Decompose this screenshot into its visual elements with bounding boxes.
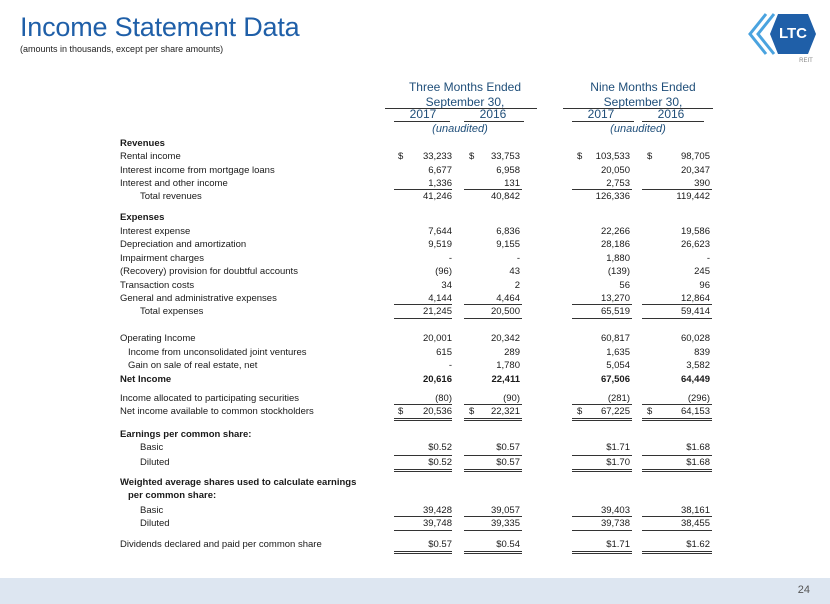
row-label: Gain on sale of real estate, net [128,360,258,371]
dollar-sign: $ [577,151,583,162]
row-label: Transaction costs [120,280,195,291]
underline [642,189,712,190]
double-underline [572,551,632,554]
cell-value: 1,780 [496,360,520,371]
cell-value: 1,880 [606,253,630,264]
underline [572,189,632,190]
table-row [0,137,830,150]
cell-value: 96 [699,280,710,291]
row-label: Income allocated to participating securities [120,393,300,404]
underline [394,304,452,305]
underline [572,304,632,305]
year-col-1: 2017 [409,107,437,121]
double-underline [642,551,712,554]
underline [464,516,522,517]
year-col-3: 2017 [587,107,615,121]
cell-value: 4,144 [428,293,452,304]
cell-value: 103,533 [595,151,630,162]
cell-value: 2 [514,280,520,291]
table-row [0,252,830,265]
underline [394,455,452,456]
double-underline [642,469,712,472]
table-row [0,405,830,418]
cell-value: 64,449 [680,374,710,385]
cell-value: 39,403 [600,505,630,516]
cell-value: 20,500 [490,306,520,317]
cell-value: 22,411 [491,374,520,385]
table-row [0,456,830,469]
underline [464,318,522,319]
underline [572,516,632,517]
cell-value: 615 [436,347,452,358]
year-rule-1 [394,121,450,122]
cell-value: 245 [694,266,710,277]
cell-value: $0.52 [428,442,452,453]
dollar-sign: $ [577,406,583,417]
table-row [0,305,830,318]
double-underline [572,469,632,472]
three-months-header-line2: September 30, [425,95,505,109]
underline [394,318,452,319]
underline [572,530,632,531]
table-row [0,373,830,386]
table-row [0,489,830,502]
row-label: Rental income [120,151,181,162]
cell-value: 6,958 [496,165,520,176]
underline [642,318,712,319]
double-underline [394,469,452,472]
double-underline [394,551,452,554]
cell-value: 67,506 [600,374,630,385]
cell-value: 41,246 [422,191,452,202]
cell-value: 19,586 [680,226,710,237]
cell-value: (90) [503,393,520,404]
cell-value: 33,753 [490,151,520,162]
dollar-sign: $ [647,151,653,162]
double-underline [642,418,712,421]
table-row [0,211,830,224]
row-label: Expenses [120,212,165,223]
row-label: Interest income from mortgage loans [120,165,275,176]
cell-value: 40,842 [490,191,520,202]
nine-months-header-line2: September 30, [603,95,683,109]
cell-value: 20,347 [680,165,710,176]
underline [572,455,632,456]
table-row [0,517,830,530]
cell-value: 20,616 [422,374,452,385]
cell-value: 33,233 [422,151,452,162]
three-months-header-line1: Three Months Ended [408,80,522,94]
cell-value: 26,623 [680,239,710,250]
row-label: Net income available to common stockholders [120,406,314,417]
double-underline [464,418,522,421]
year-rule-2 [464,121,524,122]
cell-value: 5,054 [606,360,630,371]
underline [464,404,522,405]
cell-value: 67,225 [600,406,630,417]
cell-value: 21,245 [422,306,452,317]
cell-value: 38,161 [680,505,710,516]
table-row [0,359,830,372]
double-underline [572,418,632,421]
cell-value: 2,753 [606,178,630,189]
table-row [0,346,830,359]
cell-value: 39,335 [490,518,520,529]
page-title: Income Statement Data [20,12,300,42]
cell-value: $0.52 [428,457,452,468]
cell-value: 28,186 [600,239,630,250]
cell-value: 39,748 [422,518,452,529]
underline [464,530,522,531]
row-label: Weighted average shares used to calculate earnings [120,477,357,488]
dollar-sign: $ [469,406,475,417]
table-row [0,265,830,278]
cell-value: 98,705 [680,151,710,162]
cell-value: (139) [607,266,630,277]
cell-value: 119,442 [676,191,710,202]
dollar-sign: $ [469,151,475,162]
cell-value: 4,464 [496,293,520,304]
underline [464,455,522,456]
row-label: Impairment charges [120,253,204,264]
cell-value: 20,050 [600,165,630,176]
underline [572,404,632,405]
row-label: Diluted [140,457,170,468]
table-row [0,332,830,345]
cell-value: - [706,253,710,264]
cell-value: 56 [619,280,630,291]
row-label: Diluted [140,518,170,529]
cell-value: 64,153 [680,406,710,417]
cell-value: 7,644 [428,226,452,237]
nine-months-header-line1: Nine Months Ended [590,80,696,94]
cell-value: 12,864 [680,293,710,304]
cell-value: (80) [435,393,452,404]
page-subtitle: (amounts in thousands, except per share amounts) [20,44,224,54]
cell-value: 43 [509,266,520,277]
table-row [0,476,830,489]
cell-value: 60,028 [680,333,710,344]
cell-value: 390 [694,178,710,189]
cell-value: 38,455 [680,518,710,529]
year-rule-3 [572,121,634,122]
row-label: General and administrative expenses [120,293,277,304]
row-label: (Recovery) provision for doubtful accounts [120,266,298,277]
cell-value: $1.70 [606,457,630,468]
ltc-reit-logo [748,10,818,68]
underline [642,516,712,517]
row-label: per common share: [128,490,217,501]
cell-value: 22,321 [490,406,520,417]
cell-value: 39,738 [600,518,630,529]
cell-value: - [448,360,452,371]
row-label: Basic [140,442,164,453]
dollar-sign: $ [398,406,404,417]
row-label: Depreciation and amortization [120,239,247,250]
underline [642,455,712,456]
cell-value: 20,536 [422,406,452,417]
row-label: Total expenses [140,306,204,317]
underline [464,304,522,305]
table-row [0,150,830,163]
cell-value: - [448,253,452,264]
cell-value: 13,270 [600,293,630,304]
cell-value: (296) [687,393,710,404]
unaudited-label-nine-months: (unaudited) [610,123,666,135]
underline [394,404,452,405]
cell-value: - [516,253,520,264]
cell-value: (281) [607,393,630,404]
dollar-sign: $ [647,406,653,417]
row-label: Earnings per common share: [120,429,252,440]
cell-value: $0.57 [428,539,452,550]
cell-value: 3,582 [686,360,710,371]
double-underline [464,551,522,554]
logo-subtext: REIT [799,58,813,64]
cell-value: $0.57 [496,457,520,468]
row-label: Total revenues [140,191,202,202]
dollar-sign: $ [398,151,404,162]
row-label: Basic [140,505,164,516]
table-row [0,164,830,177]
year-col-4: 2016 [657,107,685,121]
row-label: Interest expense [120,226,191,237]
cell-value: $0.57 [496,442,520,453]
footer-band [0,578,830,604]
cell-value: 9,155 [496,239,520,250]
cell-value: $1.68 [686,457,710,468]
cell-value: 6,836 [496,226,520,237]
underline [464,189,522,190]
table-row [0,538,830,551]
underline [642,404,712,405]
row-label: Revenues [120,138,165,149]
underline [394,516,452,517]
cell-value: $0.54 [496,539,520,550]
cell-value: 126,336 [595,191,630,202]
unaudited-label-three-months: (unaudited) [432,123,488,135]
row-label: Income from unconsolidated joint ventures [128,347,307,358]
cell-value: $1.71 [606,539,630,550]
cell-value: 39,428 [422,505,452,516]
underline [394,189,452,190]
table-row [0,279,830,292]
cell-value: (96) [435,266,452,277]
double-underline [464,469,522,472]
year-rule-4 [642,121,704,122]
table-row [0,238,830,251]
cell-value: 131 [504,178,520,189]
table-row [0,225,830,238]
table-row [0,428,830,441]
table-row [0,441,830,454]
cell-value: 22,266 [600,226,630,237]
underline [572,318,632,319]
cell-value: 65,519 [600,306,630,317]
page-number: 24 [797,584,810,596]
cell-value: $1.62 [686,539,710,550]
underline [394,530,452,531]
cell-value: 20,342 [490,333,520,344]
cell-value: 34 [441,280,452,291]
cell-value: $1.71 [606,442,630,453]
underline [642,530,712,531]
underline [642,304,712,305]
cell-value: 60,817 [600,333,630,344]
row-label: Dividends declared and paid per common share [120,539,322,550]
cell-value: 289 [504,347,520,358]
cell-value: 1,336 [428,178,452,189]
cell-value: 9,519 [428,239,452,250]
cell-value: 839 [694,347,710,358]
row-label: Net Income [120,374,172,385]
year-col-2: 2016 [479,107,507,121]
cell-value: 59,414 [680,306,710,317]
cell-value: 20,001 [422,333,452,344]
row-label: Operating Income [120,333,196,344]
cell-value: $1.68 [686,442,710,453]
row-label: Interest and other income [120,178,228,189]
table-row [0,190,830,203]
cell-value: 39,057 [490,505,520,516]
double-underline [394,418,452,421]
cell-value: 1,635 [606,347,630,358]
cell-value: 6,677 [428,165,452,176]
logo-text: LTC [778,25,808,42]
